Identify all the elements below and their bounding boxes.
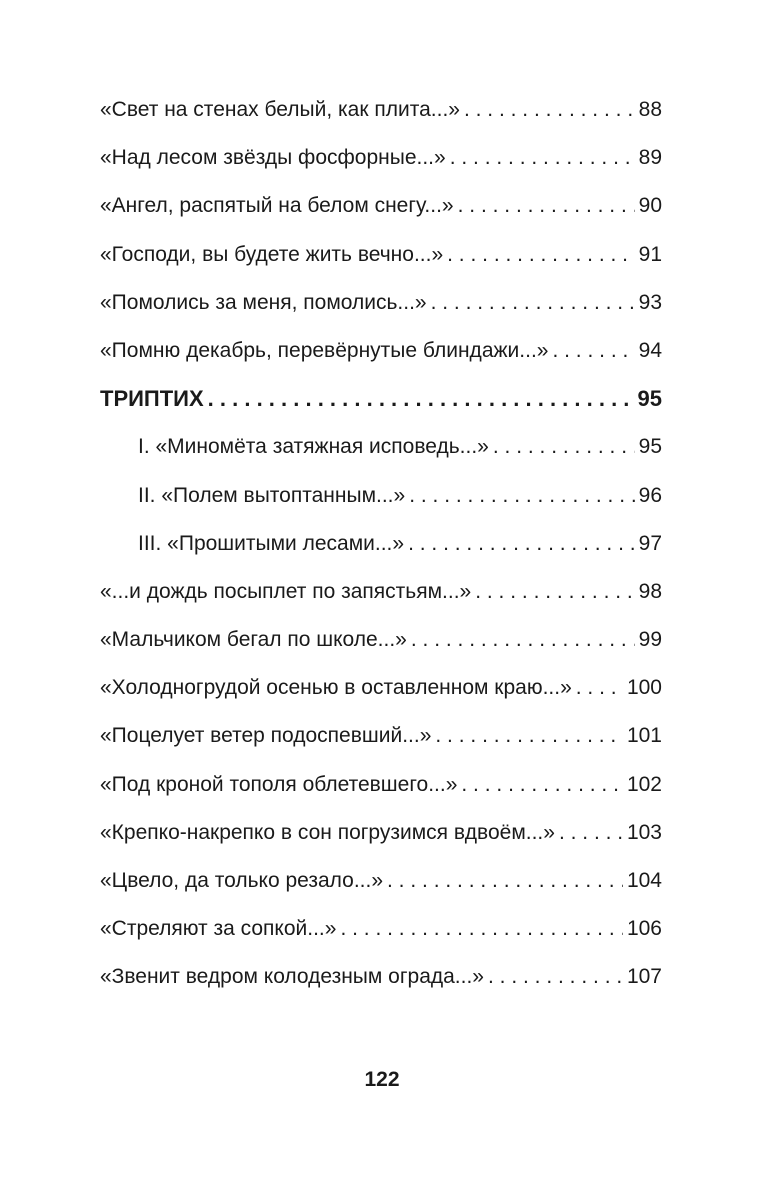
toc-section-heading[interactable] xyxy=(100,375,662,423)
toc-entry-title: «Господи, вы будете жить вечно...» xyxy=(100,242,444,266)
toc-entry-page: 102 xyxy=(626,772,662,796)
toc-subentry[interactable] xyxy=(100,520,662,568)
toc-entry-title: «Холодногрудой осенью в оставленном краю...» xyxy=(100,676,572,700)
dot-leader xyxy=(340,905,623,953)
dot-leader xyxy=(464,86,635,134)
dot-leader xyxy=(559,809,623,857)
toc-entry-title: «Стреляют за сопкой...» xyxy=(100,917,337,941)
toc-entry-page: 106 xyxy=(626,917,662,941)
toc-entry-page: 100 xyxy=(626,676,662,700)
dot-leader xyxy=(461,761,623,809)
toc-entry-title: «Над лесом звёзды фосфорные...» xyxy=(100,146,446,170)
toc-entry-title: I. «Миномёта затяжная исповедь...» xyxy=(138,435,489,459)
toc-entry[interactable] xyxy=(100,712,662,760)
dot-leader xyxy=(458,182,635,230)
toc-entry-title: «Звенит ведром колодезным ограда...» xyxy=(100,965,484,989)
toc-entry-title: III. «Прошитыми лесами...» xyxy=(138,531,405,555)
toc-entry-page: 95 xyxy=(637,386,662,412)
toc-entry-page: 90 xyxy=(638,194,662,218)
dot-leader xyxy=(435,712,623,760)
toc-entry[interactable] xyxy=(100,616,662,664)
toc-entry-page: 103 xyxy=(626,820,662,844)
toc-entry-page: 95 xyxy=(638,435,662,459)
toc-entry-page: 88 xyxy=(638,98,662,121)
toc-subentry[interactable] xyxy=(100,423,662,471)
toc-entry-title: «...и дождь посыплет по запястьям...» xyxy=(100,579,472,603)
toc-entry[interactable] xyxy=(100,905,662,953)
toc-entry[interactable] xyxy=(100,568,662,616)
dot-leader xyxy=(493,423,635,471)
table-of-contents xyxy=(100,86,662,1002)
dot-leader xyxy=(552,327,634,375)
dot-leader xyxy=(408,520,635,568)
toc-entry-page: 99 xyxy=(638,628,662,652)
toc-entry-title: ТРИПТИХ xyxy=(100,386,204,412)
toc-entry-page: 89 xyxy=(638,146,662,170)
dot-leader xyxy=(208,375,634,423)
dot-leader xyxy=(411,616,635,664)
dot-leader xyxy=(387,857,623,905)
toc-entry-title: «Ангел, распятый на белом снегу...» xyxy=(100,194,454,218)
toc-entry-page: 107 xyxy=(626,965,662,989)
toc-entry-title: «Поцелует ветер подоспевший...» xyxy=(100,724,432,748)
toc-entry-page: 97 xyxy=(638,531,662,555)
toc-entry-page: 93 xyxy=(638,290,662,314)
toc-entry-title: II. «Полем вытоптанным...» xyxy=(138,483,406,507)
toc-entry-title: «Крепко-накрепко в сон погрузимся вдвоём...» xyxy=(100,820,555,844)
toc-entry[interactable] xyxy=(100,761,662,809)
toc-entry[interactable] xyxy=(100,857,662,905)
toc-entry[interactable] xyxy=(100,134,662,182)
toc-entry[interactable] xyxy=(100,664,662,712)
toc-entry-page: 104 xyxy=(626,869,662,892)
page-number: 122 xyxy=(364,1068,400,1091)
dot-leader xyxy=(450,134,635,182)
dot-leader xyxy=(409,472,634,520)
dot-leader xyxy=(488,953,623,1001)
toc-entry-title: «Помолись за меня, помолись...» xyxy=(100,290,427,314)
toc-entry[interactable] xyxy=(100,953,662,1001)
toc-entry[interactable] xyxy=(100,182,662,230)
dot-leader xyxy=(475,568,634,616)
toc-entry-page: 91 xyxy=(638,242,662,266)
toc-entry[interactable] xyxy=(100,86,662,134)
toc-subentry[interactable] xyxy=(100,472,662,520)
toc-entry-title: «Мальчиком бегал по школе...» xyxy=(100,628,407,652)
toc-entry-page: 101 xyxy=(626,724,662,748)
toc-entry-title: «Под кроной тополя облетевшего...» xyxy=(100,772,458,796)
toc-entry-page: 96 xyxy=(638,483,662,507)
dot-leader xyxy=(447,231,635,279)
dot-leader xyxy=(431,279,635,327)
toc-entry-page: 98 xyxy=(638,579,662,603)
toc-entry-title: «Помню декабрь, перевёрнутые блиндажи...» xyxy=(100,338,549,362)
toc-entry[interactable] xyxy=(100,327,662,375)
toc-entry[interactable] xyxy=(100,279,662,327)
toc-entry-title: «Свет на стенах белый, как плита...» xyxy=(100,98,460,121)
toc-entry-title: «Цвело, да только резало...» xyxy=(100,869,384,892)
dot-leader xyxy=(576,664,623,712)
toc-entry[interactable] xyxy=(100,231,662,279)
toc-entry[interactable] xyxy=(100,809,662,857)
toc-entry-page: 94 xyxy=(638,338,662,362)
